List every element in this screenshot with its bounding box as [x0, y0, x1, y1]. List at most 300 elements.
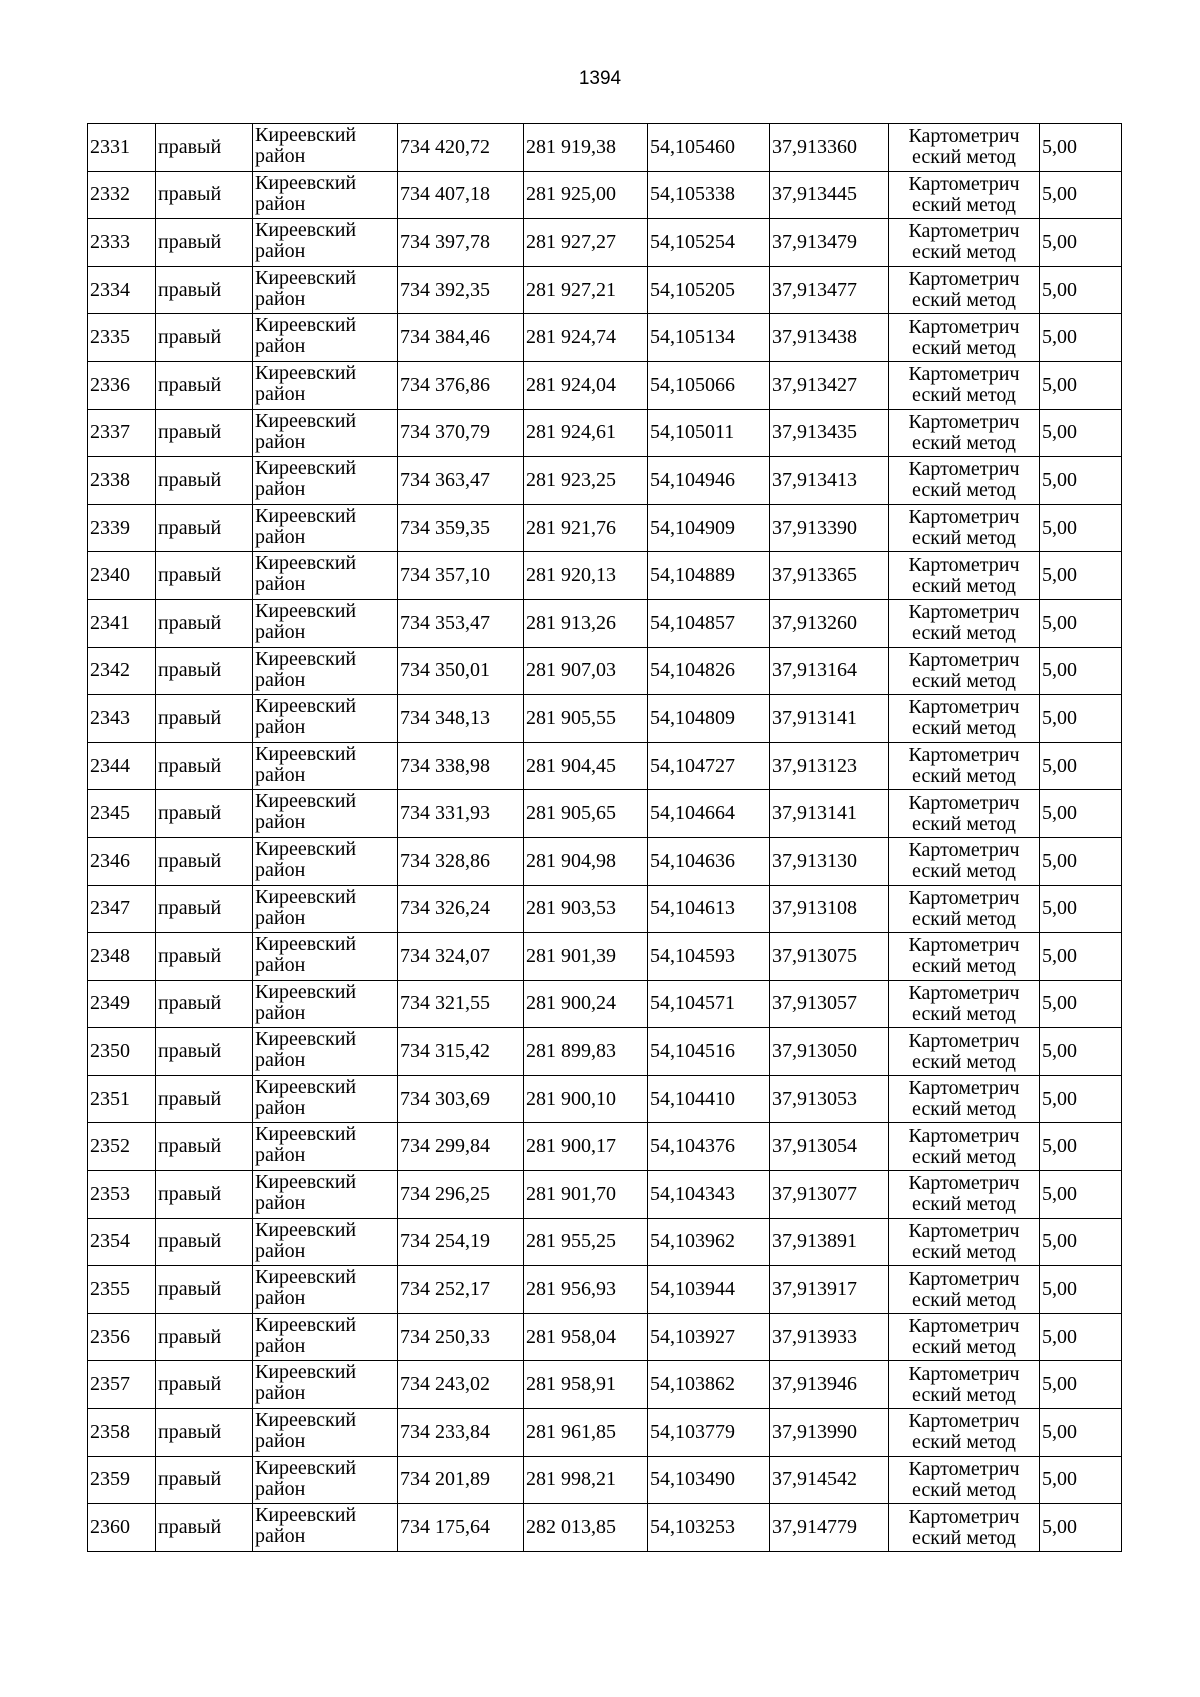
longitude-cell: 37,913108: [770, 885, 889, 933]
district-cell: Киреевский район: [253, 457, 398, 505]
longitude-cell: 37,913141: [770, 790, 889, 838]
table-row: [88, 933, 1122, 981]
bank-side-cell: правый: [156, 219, 253, 267]
latitude-cell: 54,104516: [648, 1028, 770, 1076]
latitude-cell: 54,104826: [648, 647, 770, 695]
point-number-cell: 2353: [88, 1171, 156, 1219]
longitude-cell: 37,913053: [770, 1075, 889, 1123]
point-number-cell: 2343: [88, 695, 156, 743]
coordinate-y-cell: 281 905,65: [524, 790, 648, 838]
coordinate-y-cell: 281 956,93: [524, 1266, 648, 1314]
accuracy-cell: 5,00: [1040, 695, 1122, 743]
coordinate-y-cell: 281 905,55: [524, 695, 648, 743]
point-number-cell: 2332: [88, 171, 156, 219]
point-number-cell: 2347: [88, 885, 156, 933]
coordinate-x-cell: 734 384,46: [398, 314, 524, 362]
method-cell: Картометрич еский метод: [889, 742, 1040, 790]
accuracy-cell: 5,00: [1040, 1075, 1122, 1123]
bank-side-cell: правый: [156, 790, 253, 838]
table-row: [88, 266, 1122, 314]
point-number-cell: 2355: [88, 1266, 156, 1314]
coordinate-x-cell: 734 370,79: [398, 409, 524, 457]
district-cell: Киреевский район: [253, 1266, 398, 1314]
coordinate-y-cell: 281 955,25: [524, 1218, 648, 1266]
longitude-cell: 37,913077: [770, 1171, 889, 1219]
bank-side-cell: правый: [156, 1075, 253, 1123]
longitude-cell: 37,913164: [770, 647, 889, 695]
method-cell: Картометрич еский метод: [889, 1028, 1040, 1076]
bank-side-cell: правый: [156, 1218, 253, 1266]
point-number-cell: 2352: [88, 1123, 156, 1171]
table-row: [88, 1171, 1122, 1219]
longitude-cell: 37,913933: [770, 1313, 889, 1361]
bank-side-cell: правый: [156, 457, 253, 505]
table-row: [88, 1456, 1122, 1504]
table-row: [88, 1504, 1122, 1552]
method-cell: Картометрич еский метод: [889, 837, 1040, 885]
method-cell: Картометрич еский метод: [889, 219, 1040, 267]
longitude-cell: 37,914779: [770, 1504, 889, 1552]
district-cell: Киреевский район: [253, 599, 398, 647]
coordinate-x-cell: 734 201,89: [398, 1456, 524, 1504]
coordinate-y-cell: 281 924,61: [524, 409, 648, 457]
district-cell: Киреевский район: [253, 409, 398, 457]
coordinates-table: [87, 123, 1122, 1552]
table-row: [88, 504, 1122, 552]
longitude-cell: 37,913075: [770, 933, 889, 981]
longitude-cell: 37,913141: [770, 695, 889, 743]
table-row: [88, 647, 1122, 695]
coordinate-x-cell: 734 353,47: [398, 599, 524, 647]
district-cell: Киреевский район: [253, 647, 398, 695]
method-cell: Картометрич еский метод: [889, 124, 1040, 172]
latitude-cell: 54,103862: [648, 1361, 770, 1409]
point-number-cell: 2354: [88, 1218, 156, 1266]
point-number-cell: 2338: [88, 457, 156, 505]
coordinate-x-cell: 734 324,07: [398, 933, 524, 981]
method-cell: Картометрич еский метод: [889, 361, 1040, 409]
point-number-cell: 2333: [88, 219, 156, 267]
latitude-cell: 54,105066: [648, 361, 770, 409]
accuracy-cell: 5,00: [1040, 552, 1122, 600]
method-cell: Картометрич еский метод: [889, 409, 1040, 457]
latitude-cell: 54,104636: [648, 837, 770, 885]
district-cell: Киреевский район: [253, 742, 398, 790]
accuracy-cell: 5,00: [1040, 1171, 1122, 1219]
coordinate-x-cell: 734 348,13: [398, 695, 524, 743]
district-cell: Киреевский район: [253, 361, 398, 409]
table-row: [88, 219, 1122, 267]
bank-side-cell: правый: [156, 1456, 253, 1504]
district-cell: Киреевский район: [253, 1218, 398, 1266]
coordinate-x-cell: 734 392,35: [398, 266, 524, 314]
bank-side-cell: правый: [156, 1171, 253, 1219]
accuracy-cell: 5,00: [1040, 219, 1122, 267]
bank-side-cell: правый: [156, 504, 253, 552]
point-number-cell: 2335: [88, 314, 156, 362]
page-number: 1394: [578, 68, 622, 89]
method-cell: Картометрич еский метод: [889, 790, 1040, 838]
coordinate-x-cell: 734 315,42: [398, 1028, 524, 1076]
point-number-cell: 2336: [88, 361, 156, 409]
bank-side-cell: правый: [156, 1123, 253, 1171]
method-cell: Картометрич еский метод: [889, 1218, 1040, 1266]
district-cell: Киреевский район: [253, 219, 398, 267]
table-row: [88, 171, 1122, 219]
district-cell: Киреевский район: [253, 790, 398, 838]
method-cell: Картометрич еский метод: [889, 504, 1040, 552]
point-number-cell: 2358: [88, 1409, 156, 1457]
bank-side-cell: правый: [156, 361, 253, 409]
bank-side-cell: правый: [156, 552, 253, 600]
table-row: [88, 314, 1122, 362]
accuracy-cell: 5,00: [1040, 1218, 1122, 1266]
district-cell: Киреевский район: [253, 1028, 398, 1076]
coordinate-y-cell: 281 924,04: [524, 361, 648, 409]
coordinate-x-cell: 734 299,84: [398, 1123, 524, 1171]
longitude-cell: 37,913917: [770, 1266, 889, 1314]
accuracy-cell: 5,00: [1040, 457, 1122, 505]
bank-side-cell: правый: [156, 1409, 253, 1457]
coordinate-x-cell: 734 328,86: [398, 837, 524, 885]
coordinate-x-cell: 734 331,93: [398, 790, 524, 838]
accuracy-cell: 5,00: [1040, 314, 1122, 362]
point-number-cell: 2345: [88, 790, 156, 838]
district-cell: Киреевский район: [253, 980, 398, 1028]
coordinate-y-cell: 281 958,91: [524, 1361, 648, 1409]
method-cell: Картометрич еский метод: [889, 980, 1040, 1028]
latitude-cell: 54,104571: [648, 980, 770, 1028]
method-cell: Картометрич еский метод: [889, 599, 1040, 647]
coordinate-x-cell: 734 175,64: [398, 1504, 524, 1552]
method-cell: Картометрич еский метод: [889, 314, 1040, 362]
longitude-cell: 37,913435: [770, 409, 889, 457]
latitude-cell: 54,105460: [648, 124, 770, 172]
district-cell: Киреевский район: [253, 1313, 398, 1361]
accuracy-cell: 5,00: [1040, 1123, 1122, 1171]
latitude-cell: 54,104343: [648, 1171, 770, 1219]
coordinate-x-cell: 734 303,69: [398, 1075, 524, 1123]
coordinate-x-cell: 734 407,18: [398, 171, 524, 219]
method-cell: Картометрич еский метод: [889, 933, 1040, 981]
table-row: [88, 409, 1122, 457]
method-cell: Картометрич еский метод: [889, 1456, 1040, 1504]
accuracy-cell: 5,00: [1040, 1361, 1122, 1409]
point-number-cell: 2350: [88, 1028, 156, 1076]
point-number-cell: 2339: [88, 504, 156, 552]
accuracy-cell: 5,00: [1040, 885, 1122, 933]
longitude-cell: 37,913438: [770, 314, 889, 362]
method-cell: Картометрич еский метод: [889, 171, 1040, 219]
bank-side-cell: правый: [156, 695, 253, 743]
latitude-cell: 54,104946: [648, 457, 770, 505]
coordinate-x-cell: 734 250,33: [398, 1313, 524, 1361]
coordinate-y-cell: 281 921,76: [524, 504, 648, 552]
point-number-cell: 2342: [88, 647, 156, 695]
longitude-cell: 37,913390: [770, 504, 889, 552]
coordinate-y-cell: 281 907,03: [524, 647, 648, 695]
coordinate-y-cell: 281 927,27: [524, 219, 648, 267]
table-row: [88, 1361, 1122, 1409]
district-cell: Киреевский район: [253, 1171, 398, 1219]
district-cell: Киреевский район: [253, 837, 398, 885]
table-row: [88, 1266, 1122, 1314]
district-cell: Киреевский район: [253, 314, 398, 362]
accuracy-cell: 5,00: [1040, 599, 1122, 647]
table-row: [88, 742, 1122, 790]
coordinate-y-cell: 281 901,70: [524, 1171, 648, 1219]
table-row: [88, 885, 1122, 933]
longitude-cell: 37,914542: [770, 1456, 889, 1504]
coordinate-x-cell: 734 326,24: [398, 885, 524, 933]
accuracy-cell: 5,00: [1040, 171, 1122, 219]
longitude-cell: 37,913360: [770, 124, 889, 172]
coordinate-y-cell: 281 900,17: [524, 1123, 648, 1171]
table-row: [88, 1409, 1122, 1457]
method-cell: Картометрич еский метод: [889, 647, 1040, 695]
latitude-cell: 54,104857: [648, 599, 770, 647]
coordinate-x-cell: 734 243,02: [398, 1361, 524, 1409]
coordinate-y-cell: 281 899,83: [524, 1028, 648, 1076]
coordinate-x-cell: 734 338,98: [398, 742, 524, 790]
coordinate-x-cell: 734 321,55: [398, 980, 524, 1028]
coordinate-y-cell: 281 904,45: [524, 742, 648, 790]
bank-side-cell: правый: [156, 314, 253, 362]
coordinate-x-cell: 734 397,78: [398, 219, 524, 267]
method-cell: Картометрич еский метод: [889, 1075, 1040, 1123]
coordinate-x-cell: 734 233,84: [398, 1409, 524, 1457]
coordinate-y-cell: 281 924,74: [524, 314, 648, 362]
latitude-cell: 54,104613: [648, 885, 770, 933]
method-cell: Картометрич еский метод: [889, 1409, 1040, 1457]
longitude-cell: 37,913445: [770, 171, 889, 219]
table-row: [88, 1313, 1122, 1361]
accuracy-cell: 5,00: [1040, 790, 1122, 838]
bank-side-cell: правый: [156, 171, 253, 219]
latitude-cell: 54,105134: [648, 314, 770, 362]
coordinate-x-cell: 734 350,01: [398, 647, 524, 695]
method-cell: Картометрич еский метод: [889, 552, 1040, 600]
table-row: [88, 790, 1122, 838]
accuracy-cell: 5,00: [1040, 980, 1122, 1028]
longitude-cell: 37,913130: [770, 837, 889, 885]
latitude-cell: 54,104809: [648, 695, 770, 743]
table-row: [88, 124, 1122, 172]
longitude-cell: 37,913260: [770, 599, 889, 647]
latitude-cell: 54,103962: [648, 1218, 770, 1266]
coordinate-x-cell: 734 359,35: [398, 504, 524, 552]
coordinate-y-cell: 281 919,38: [524, 124, 648, 172]
point-number-cell: 2357: [88, 1361, 156, 1409]
coordinate-x-cell: 734 363,47: [398, 457, 524, 505]
coordinate-x-cell: 734 254,19: [398, 1218, 524, 1266]
point-number-cell: 2356: [88, 1313, 156, 1361]
bank-side-cell: правый: [156, 1266, 253, 1314]
bank-side-cell: правый: [156, 980, 253, 1028]
bank-side-cell: правый: [156, 266, 253, 314]
coordinate-y-cell: 281 927,21: [524, 266, 648, 314]
accuracy-cell: 5,00: [1040, 1028, 1122, 1076]
table-row: [88, 457, 1122, 505]
district-cell: Киреевский район: [253, 504, 398, 552]
method-cell: Картометрич еский метод: [889, 457, 1040, 505]
table-body: [88, 124, 1122, 1552]
table-row: [88, 599, 1122, 647]
latitude-cell: 54,103490: [648, 1456, 770, 1504]
district-cell: Киреевский район: [253, 1504, 398, 1552]
point-number-cell: 2337: [88, 409, 156, 457]
accuracy-cell: 5,00: [1040, 361, 1122, 409]
latitude-cell: 54,104909: [648, 504, 770, 552]
coordinate-y-cell: 281 998,21: [524, 1456, 648, 1504]
district-cell: Киреевский район: [253, 552, 398, 600]
coordinate-y-cell: 281 900,10: [524, 1075, 648, 1123]
bank-side-cell: правый: [156, 742, 253, 790]
bank-side-cell: правый: [156, 885, 253, 933]
coordinate-y-cell: 281 920,13: [524, 552, 648, 600]
point-number-cell: 2351: [88, 1075, 156, 1123]
longitude-cell: 37,913479: [770, 219, 889, 267]
point-number-cell: 2341: [88, 599, 156, 647]
coordinate-x-cell: 734 296,25: [398, 1171, 524, 1219]
longitude-cell: 37,913990: [770, 1409, 889, 1457]
accuracy-cell: 5,00: [1040, 266, 1122, 314]
point-number-cell: 2331: [88, 124, 156, 172]
longitude-cell: 37,913891: [770, 1218, 889, 1266]
longitude-cell: 37,913477: [770, 266, 889, 314]
latitude-cell: 54,104889: [648, 552, 770, 600]
method-cell: Картометрич еский метод: [889, 1504, 1040, 1552]
accuracy-cell: 5,00: [1040, 933, 1122, 981]
coordinate-x-cell: 734 252,17: [398, 1266, 524, 1314]
table-row: [88, 1028, 1122, 1076]
latitude-cell: 54,104727: [648, 742, 770, 790]
table-row: [88, 695, 1122, 743]
district-cell: Киреевский район: [253, 1075, 398, 1123]
accuracy-cell: 5,00: [1040, 647, 1122, 695]
latitude-cell: 54,103779: [648, 1409, 770, 1457]
latitude-cell: 54,105254: [648, 219, 770, 267]
method-cell: Картометрич еский метод: [889, 266, 1040, 314]
bank-side-cell: правый: [156, 1028, 253, 1076]
table-row: [88, 1075, 1122, 1123]
district-cell: Киреевский район: [253, 171, 398, 219]
latitude-cell: 54,104376: [648, 1123, 770, 1171]
table-row: [88, 980, 1122, 1028]
table-row: [88, 837, 1122, 885]
accuracy-cell: 5,00: [1040, 1504, 1122, 1552]
accuracy-cell: 5,00: [1040, 1456, 1122, 1504]
district-cell: Киреевский район: [253, 1361, 398, 1409]
bank-side-cell: правый: [156, 1504, 253, 1552]
longitude-cell: 37,913427: [770, 361, 889, 409]
coordinate-y-cell: 281 961,85: [524, 1409, 648, 1457]
bank-side-cell: правый: [156, 1361, 253, 1409]
bank-side-cell: правый: [156, 933, 253, 981]
accuracy-cell: 5,00: [1040, 1409, 1122, 1457]
coordinate-y-cell: 281 923,25: [524, 457, 648, 505]
accuracy-cell: 5,00: [1040, 1266, 1122, 1314]
district-cell: Киреевский район: [253, 266, 398, 314]
latitude-cell: 54,103944: [648, 1266, 770, 1314]
district-cell: Киреевский район: [253, 1456, 398, 1504]
latitude-cell: 54,105338: [648, 171, 770, 219]
method-cell: Картометрич еский метод: [889, 1266, 1040, 1314]
accuracy-cell: 5,00: [1040, 124, 1122, 172]
district-cell: Киреевский район: [253, 124, 398, 172]
bank-side-cell: правый: [156, 124, 253, 172]
bank-side-cell: правый: [156, 837, 253, 885]
method-cell: Картометрич еский метод: [889, 1123, 1040, 1171]
district-cell: Киреевский район: [253, 885, 398, 933]
method-cell: Картометрич еский метод: [889, 1171, 1040, 1219]
latitude-cell: 54,105011: [648, 409, 770, 457]
coordinate-y-cell: 281 913,26: [524, 599, 648, 647]
point-number-cell: 2340: [88, 552, 156, 600]
accuracy-cell: 5,00: [1040, 409, 1122, 457]
latitude-cell: 54,104410: [648, 1075, 770, 1123]
point-number-cell: 2334: [88, 266, 156, 314]
coordinate-x-cell: 734 420,72: [398, 124, 524, 172]
coordinate-y-cell: 281 925,00: [524, 171, 648, 219]
table-row: [88, 1123, 1122, 1171]
district-cell: Киреевский район: [253, 1409, 398, 1457]
coordinate-y-cell: 281 900,24: [524, 980, 648, 1028]
latitude-cell: 54,103927: [648, 1313, 770, 1361]
table-row: [88, 552, 1122, 600]
coordinate-y-cell: 281 958,04: [524, 1313, 648, 1361]
coordinate-y-cell: 281 904,98: [524, 837, 648, 885]
district-cell: Киреевский район: [253, 695, 398, 743]
point-number-cell: 2348: [88, 933, 156, 981]
coordinate-y-cell: 282 013,85: [524, 1504, 648, 1552]
coordinate-y-cell: 281 903,53: [524, 885, 648, 933]
point-number-cell: 2349: [88, 980, 156, 1028]
method-cell: Картометрич еский метод: [889, 1361, 1040, 1409]
bank-side-cell: правый: [156, 409, 253, 457]
method-cell: Картометрич еский метод: [889, 885, 1040, 933]
latitude-cell: 54,105205: [648, 266, 770, 314]
accuracy-cell: 5,00: [1040, 504, 1122, 552]
longitude-cell: 37,913123: [770, 742, 889, 790]
longitude-cell: 37,913057: [770, 980, 889, 1028]
longitude-cell: 37,913365: [770, 552, 889, 600]
bank-side-cell: правый: [156, 599, 253, 647]
longitude-cell: 37,913050: [770, 1028, 889, 1076]
coordinate-x-cell: 734 357,10: [398, 552, 524, 600]
method-cell: Картометрич еский метод: [889, 1313, 1040, 1361]
point-number-cell: 2346: [88, 837, 156, 885]
method-cell: Картометрич еский метод: [889, 695, 1040, 743]
bank-side-cell: правый: [156, 647, 253, 695]
latitude-cell: 54,104593: [648, 933, 770, 981]
point-number-cell: 2359: [88, 1456, 156, 1504]
latitude-cell: 54,103253: [648, 1504, 770, 1552]
table-row: [88, 1218, 1122, 1266]
longitude-cell: 37,913054: [770, 1123, 889, 1171]
coordinate-y-cell: 281 901,39: [524, 933, 648, 981]
coordinate-x-cell: 734 376,86: [398, 361, 524, 409]
longitude-cell: 37,913413: [770, 457, 889, 505]
table-row: [88, 361, 1122, 409]
point-number-cell: 2360: [88, 1504, 156, 1552]
point-number-cell: 2344: [88, 742, 156, 790]
district-cell: Киреевский район: [253, 1123, 398, 1171]
bank-side-cell: правый: [156, 1313, 253, 1361]
latitude-cell: 54,104664: [648, 790, 770, 838]
accuracy-cell: 5,00: [1040, 837, 1122, 885]
longitude-cell: 37,913946: [770, 1361, 889, 1409]
